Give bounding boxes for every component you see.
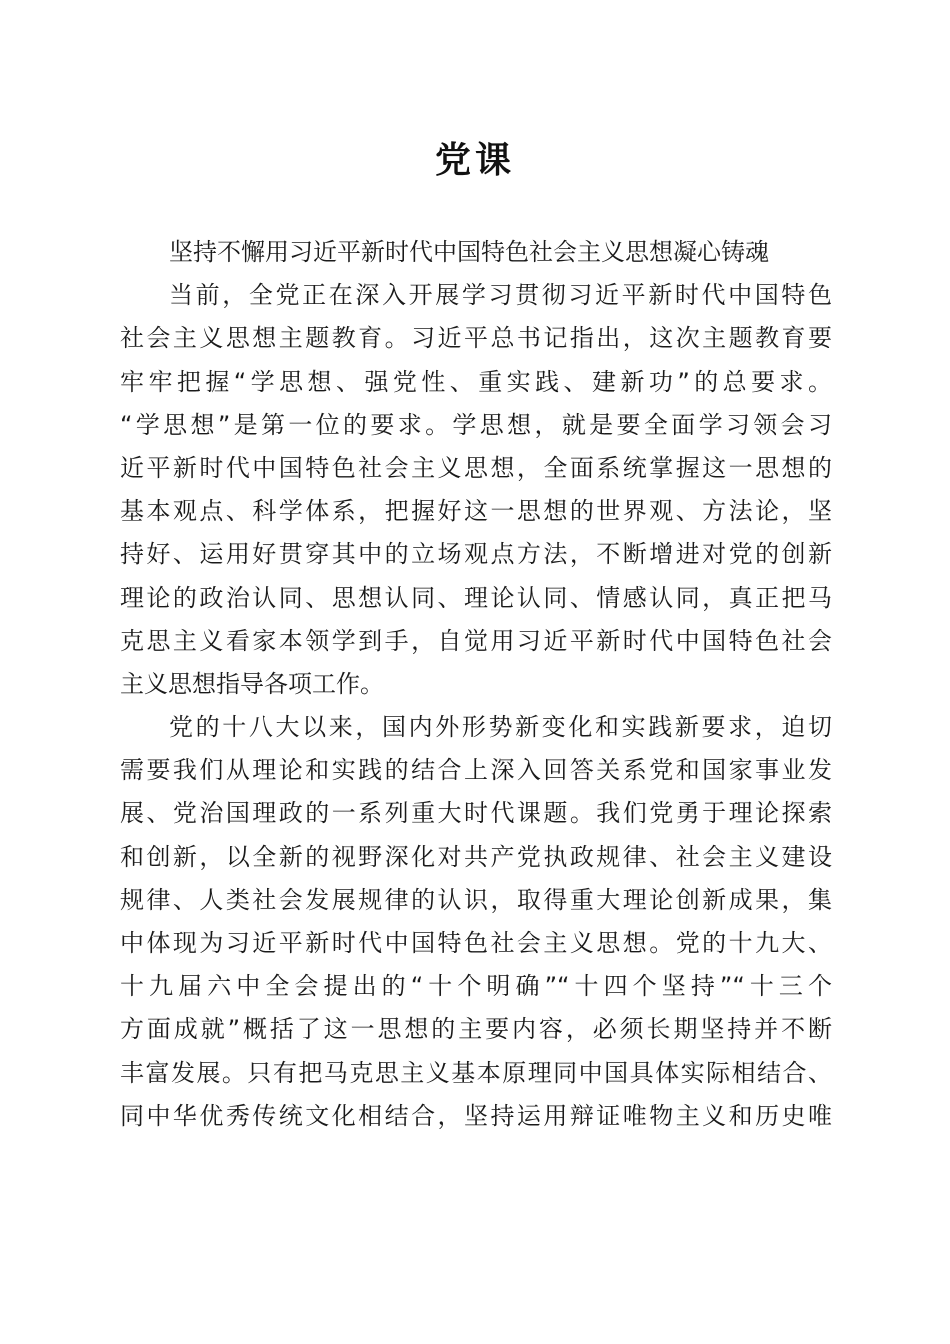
- paragraph-line: 主义思想指导各项工作。: [120, 669, 384, 698]
- paragraph-line: 理论的政治认同、思想认同、理论认同、情感认同，真正把马: [120, 583, 832, 612]
- paragraph-2: [120, 706, 832, 1138]
- paragraph-line: 基本观点、科学体系，把握好这一思想的世界观、方法论，坚: [120, 497, 832, 526]
- paragraph-line: 规律、人类社会发展规律的认识，取得重大理论创新成果，集: [120, 885, 832, 914]
- paragraph-line: 党的十八大以来，国内外形势新变化和实践新要求，迫切: [169, 713, 832, 742]
- paragraph-line: 十九届六中全会提出的“十个明确”“十四个坚持”“十三个: [120, 972, 832, 1001]
- paragraph-line: “学思想”是第一位的要求。学思想，就是要全面学习领会习: [120, 410, 832, 439]
- paragraph-line: 持好、运用好贯穿其中的立场观点方法，不断增进对党的创新: [120, 540, 832, 569]
- paragraph-line: 社会主义思想主题教育。习近平总书记指出，这次主题教育要: [120, 324, 832, 353]
- paragraph-line: 当前，全党正在深入开展学习贯彻习近平新时代中国特色: [169, 281, 832, 310]
- paragraph-line: 方面成就”概括了这一思想的主要内容，必须长期坚持并不断: [120, 1015, 832, 1044]
- document-body: [120, 231, 832, 1138]
- paragraph-1: [120, 274, 832, 706]
- paragraph-line: 丰富发展。只有把马克思主义基本原理同中国具体实际相结合、: [120, 1058, 832, 1087]
- paragraph-line: 需要我们从理论和实践的结合上深入回答关系党和国家事业发: [120, 756, 832, 785]
- paragraph-line: 近平新时代中国特色社会主义思想，全面系统掌握这一思想的: [120, 453, 832, 482]
- paragraph-line: 中体现为习近平新时代中国特色社会主义思想。党的十九大、: [120, 929, 832, 957]
- document-title: 党课: [434, 139, 515, 181]
- paragraph-line: 和创新，以全新的视野深化对共产党执政规律、社会主义建设: [120, 842, 832, 871]
- paragraph-line: 牢牢把握“学思想、强党性、重实践、建新功”的总要求。: [120, 367, 832, 396]
- document-subtitle: 坚持不懈用习近平新时代中国特色社会主义思想凝心铸魂: [169, 238, 769, 266]
- paragraph-line: 克思主义看家本领学到手，自觉用习近平新时代中国特色社会: [120, 626, 832, 655]
- paragraph-line: 展、党治国理政的一系列重大时代课题。我们党勇于理论探索: [120, 799, 832, 828]
- paragraph-line: 同中华优秀传统文化相结合，坚持运用辩证唯物主义和历史唯: [120, 1101, 832, 1130]
